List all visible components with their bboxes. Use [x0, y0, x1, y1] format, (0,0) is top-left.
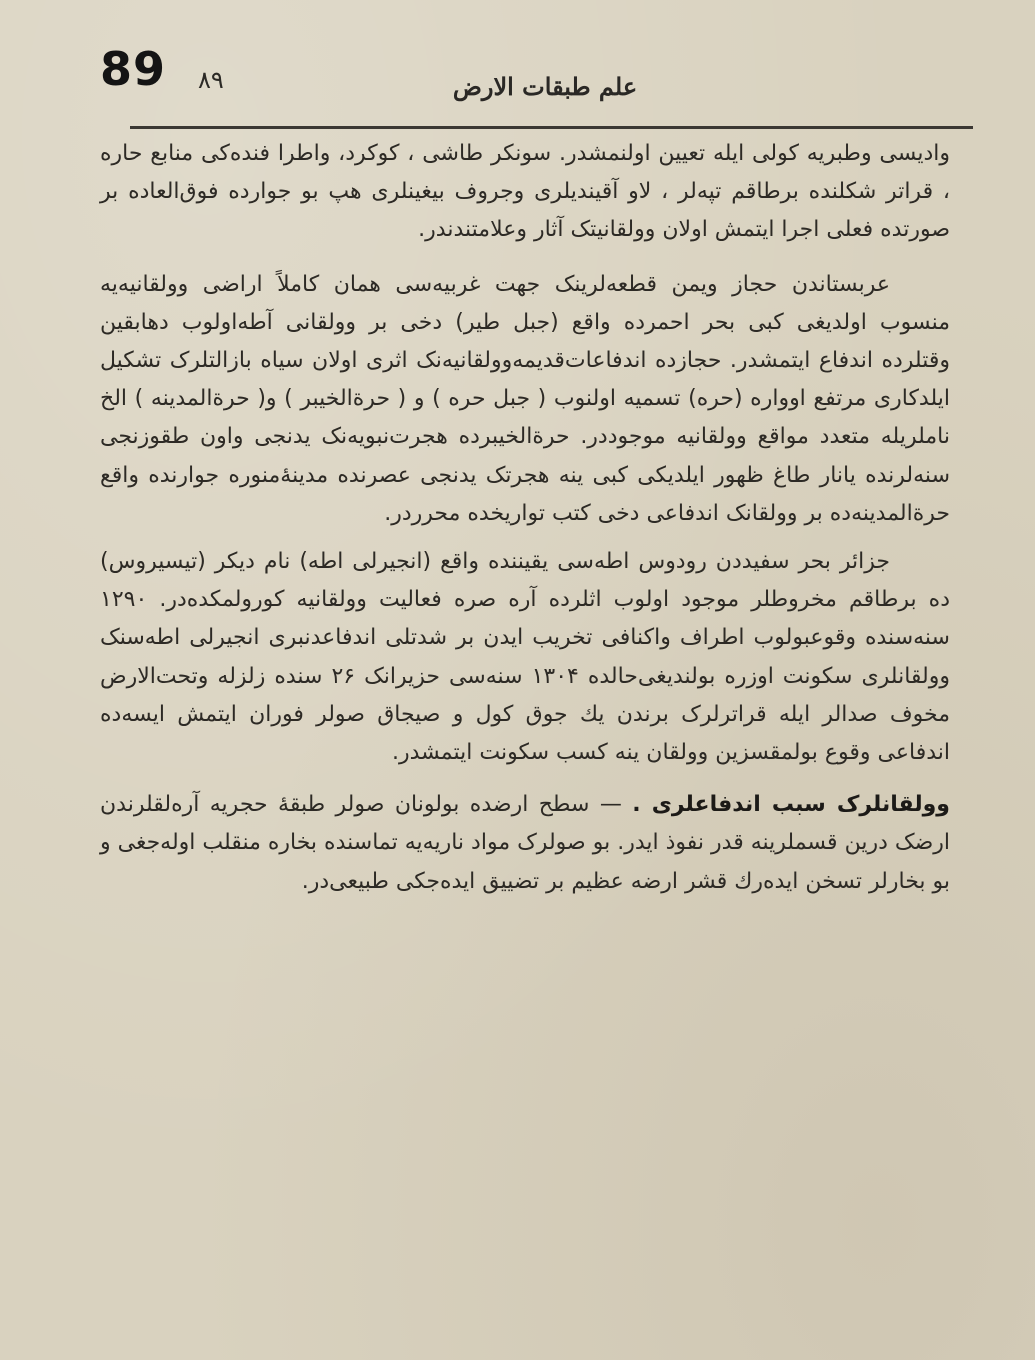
paragraph-2: عربستاندن حجاز ویمن قطعه‌لرینک جهت غربیه‌سی همان کاملاً اراضی وولقانیه‌یه منسوب اولدیغی کبی بحر احمرده واقع (جبل طیر) دخی بر وولقانی آطه‌اولوب دهابقین وقتلرده اندفاع ایتمشدر. حجازده اندفاعات‌قدیمه‌وولقانیه‌نک اثری اولان سیاه بازالتلرک تشکیل ایلدکاری مرتفع اوواره (حره) تسمیه اولنوب ( جبل حره ) و ( حرة‌الخیبر ) و( حرة‌المدینه ) الخ ناملریله متعدد مواقع وولقانیه موجوددر. حرة‌الخیبرده هجرت‌نبویه‌نک یدنجی واون طقوزنجی سنه‌لرنده یانار طاغ ظهور ایلدیکی کبی ینه هجرتک یدنجی عصرنده مدینهٔ‌منوره جوارنده واقع حرة‌المدینه‌ده بر وولقانک اندفاعی دخی کتب تواریخده محرردر.: [100, 271, 950, 526]
header-rule: [130, 126, 973, 129]
printed-page-number: ٨٩: [198, 66, 224, 94]
heading-dash: —: [589, 792, 633, 818]
paragraph-3: جزائر بحر سفیددن رودوس اطه‌سی یقیننده واقع (انجیرلی اطه) نام دیکر (تیسیروس) ده برطاقم مخروطلر موجود اولوب اثلرده آره صره فعالیت وولقانیه کورولمکده‌در. ۱۲۹۰ سنه‌سنده وقوعبولوب اطراف واکنافی تخریب ایدن بر شدتلی اندفاعدنبری انجیرلی اطه‌سنک وولقانلری سکونت اوزره بولندیغی‌حالده ۱۳۰۴ سنه‌سی حزیرانک ۲۶ سنده زلزله وتحت‌الارض مخوف صدالر ایله قراترلرک برندن یك جوق کول و صیجاق صولر فوران ایتمش ایسه‌ده اندفاعی وقوع بولمقسزین وولقان ینه کسب سکونت ایتمشدر.: [100, 549, 950, 766]
paragraph-1: وادیسی وطبریه کولی ایله تعیین اولنمشدر. سونکر طاشی ، کوکرد، واطرا فنده‌کی منابع حاره ، قراتر شکلنده برطاقم تپه‌لر ، لاو آقینديلری وجروف بیغینلری هپ بو جوارده فوق‌العاده بر صورتده فعلی اجرا ایتمش اولان وولقانیتک آثار وعلامتندندر.: [100, 141, 950, 243]
stamped-page-number: 89: [100, 42, 167, 96]
section-heading: وولقانلرک سبب اندفاعلری .: [632, 792, 950, 818]
running-title: علم طبقات الارض: [452, 72, 638, 101]
paragraph-4-text: سطح ارضده بولونان صولر طبقهٔ حجریه آره‌لقلرندن ارضک درین قسملرینه قدر نفوذ ایدر. بو صولرک مواد ناریه‌یه تماسنده بخاره منقلب اوله‌جغی و بو بخارلر تسخن ایده‌رك قشر ارضه عظیم بر تضییق ایده‌جکی طبیعی‌در.: [100, 792, 950, 894]
body-text: [100, 135, 950, 901]
paragraph-4: [100, 786, 950, 901]
